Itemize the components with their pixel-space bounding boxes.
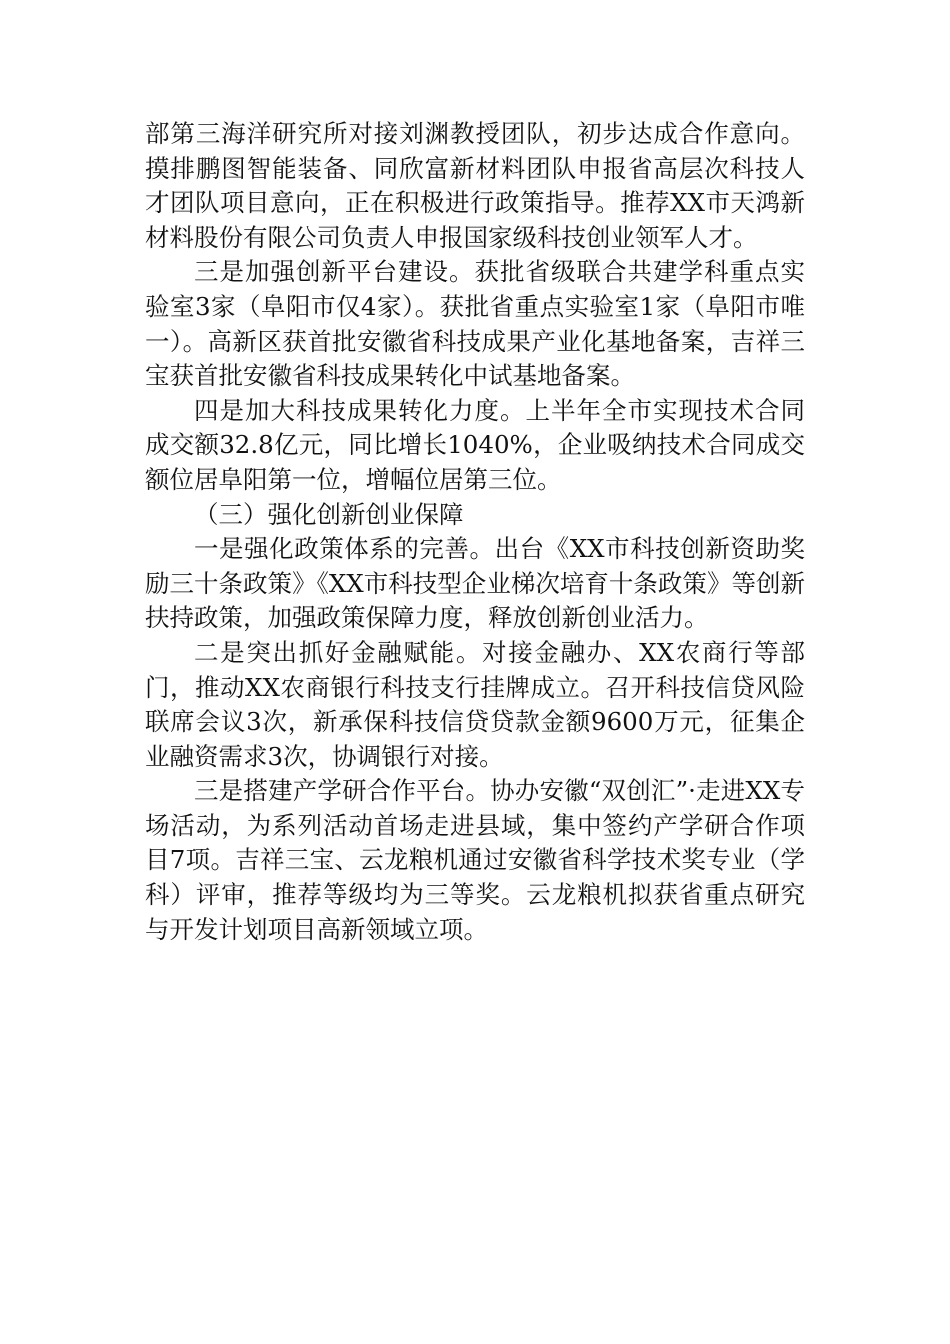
paragraph-tech-transfer: 四是加大科技成果转化力度。上半年全市实现技术合同成交额32.8亿元，同比增长1040%，企业吸纳技术合同成交额位居阜阳第一位，增幅位居第三位。 (145, 395, 805, 494)
paragraph-finance: 二是突出抓好金融赋能。对接金融办、XX农商行等部门，推动XX农商银行科技支行挂牌成立。召开科技信贷风险联席会议3次，新承保科技信贷贷款金额9600万元，征集企业融资需求3次，协调银行对接。 (145, 637, 805, 771)
paragraph-policy-system: 一是强化政策体系的完善。出台《XX市科技创新资助奖励三十条政策》《XX市科技型企业梯次培育十条政策》等创新扶持政策，加强政策保障力度，释放创新创业活力。 (145, 534, 805, 633)
paragraph-talent-continuation: 部第三海洋研究所对接刘渊教授团队，初步达成合作意向。摸排鹏图智能装备、同欣富新材料团队申报省高层次科技人才团队项目意向，正在积极进行政策指导。推荐XX市天鸿新材料股份有限公司负责人申报国家级科技创业领军人才。 (145, 119, 805, 252)
document-body (145, 117, 805, 947)
paragraph-innovation-platform: 三是加强创新平台建设。获批省级联合共建学科重点实验室3家（阜阳市仅4家）。获批省重点实验室1家（阜阳市唯一）。高新区获首批安徽省科技成果产业化基地备案，吉祥三宝获首批安徽省科技成果转化中试基地备案。 (145, 257, 805, 391)
paragraph-industry-research: 三是搭建产学研合作平台。协办安徽“双创汇”·走进XX专场活动，为系列活动首场走进县域，集中签约产学研合作项目7项。吉祥三宝、云龙粮机通过安徽省科学技术奖专业（学科）评审，推荐等级均为三等奖。云龙粮机拟获省重点研究与开发计划项目高新领域立项。 (145, 776, 805, 944)
section-heading: （三）强化创新创业保障 (194, 499, 464, 529)
